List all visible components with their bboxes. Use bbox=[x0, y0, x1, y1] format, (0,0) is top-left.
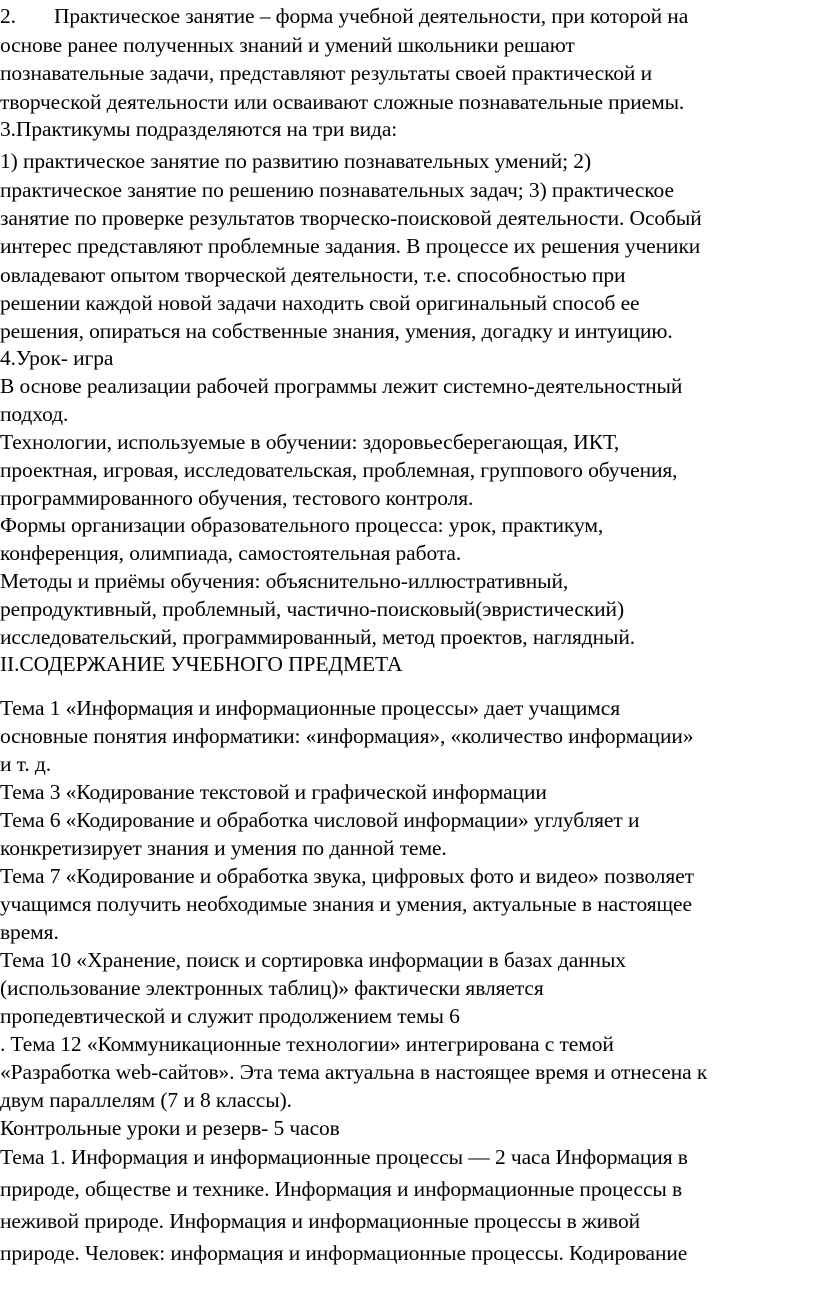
text-line: двум параллелям (7 и 8 классы). bbox=[0, 1088, 292, 1112]
text-line: Методы и приёмы обучения: объяснительно-иллюстративный, bbox=[0, 569, 569, 593]
text-line: конференция, олимпиада, самостоятельная работа. bbox=[0, 541, 462, 565]
text-line: неживой природе. Информация и информационные процессы в живой bbox=[0, 1209, 641, 1233]
text-line: занятие по проверке результатов творческо-поисковой деятельности. Особый bbox=[0, 206, 702, 230]
text-line: программированного обучения, тестового контроля. bbox=[0, 486, 474, 510]
section-heading: II.СОДЕРЖАНИЕ УЧЕБНОГО ПРЕДМЕТА bbox=[0, 652, 403, 676]
text-line: Тема 10 «Хранение, поиск и сортировка информации в базах данных bbox=[0, 948, 626, 972]
text-line: Тема 3 «Кодирование текстовой и графической информации bbox=[0, 780, 547, 804]
text-line: (использование электронных таблиц)» фактически является bbox=[0, 976, 544, 1000]
list-number: 2. bbox=[0, 4, 16, 28]
text-line: «Разработка web-сайтов». Эта тема актуальна в настоящее время и отнесена к bbox=[0, 1060, 708, 1084]
text-line: Тема 7 «Кодирование и обработка звука, цифровых фото и видео» позволяет bbox=[0, 864, 694, 888]
text-line: Тема 1. Информация и информационные процессы — 2 часа Информация в bbox=[0, 1145, 688, 1169]
text-line: подход. bbox=[0, 402, 69, 426]
text-line: В основе реализации рабочей программы лежит системно-деятельностный bbox=[0, 374, 683, 398]
text-line: интерес представляют проблемные задания. В процессе их решения ученики bbox=[0, 234, 701, 258]
text-line: 1) практическое занятие по развитию познавательных умений; 2) bbox=[0, 149, 592, 173]
text-line: пропедевтической и служит продолжением темы 6 bbox=[0, 1004, 460, 1028]
text-line: решении каждой новой задачи находить свой оригинальный способ ее bbox=[0, 291, 640, 315]
text-line: решения, опираться на собственные знания, умения, догадку и интуицию. bbox=[0, 319, 673, 343]
text-line: и т. д. bbox=[0, 752, 52, 776]
text-line: время. bbox=[0, 920, 59, 944]
text-line: учащимся получить необходимые знания и умения, актуальные в настоящее bbox=[0, 892, 692, 916]
text-line: Технологии, используемые в обучении: здоровьесберегающая, ИКТ, bbox=[0, 430, 620, 454]
text-line: проектная, игровая, исследовательская, проблемная, группового обучения, bbox=[0, 458, 678, 482]
text-line: . Тема 12 «Коммуникационные технологии» интегрирована с темой bbox=[0, 1032, 614, 1056]
text-line: Формы организации образовательного процесса: урок, практикум, bbox=[0, 513, 604, 537]
text-line: исследовательский, программированный, метод проектов, наглядный. bbox=[0, 625, 636, 649]
text-line: репродуктивный, проблемный, частично-поисковый(эвристический) bbox=[0, 597, 625, 621]
text-line: Тема 6 «Кодирование и обработка числовой информации» углубляет и bbox=[0, 808, 640, 832]
text-line: 4.Урок- игра bbox=[0, 346, 114, 370]
text-line: овладевают опытом творческой деятельности, т.е. способностью при bbox=[0, 263, 626, 287]
text-line: Тема 1 «Информация и информационные процессы» дает учащимся bbox=[0, 696, 621, 720]
text-line: конкретизирует знания и умения по данной теме. bbox=[0, 836, 447, 860]
text-line: творческой деятельности или осваивают сложные познавательные приемы. bbox=[0, 90, 685, 114]
text-line: познавательные задачи, представляют результаты своей практической и bbox=[0, 61, 653, 85]
text-line: практическое занятие по решению познавательных задач; 3) практическое bbox=[0, 178, 674, 202]
text-line: 3.Практикумы подразделяются на три вида: bbox=[0, 117, 398, 141]
line-text: Практическое занятие – форма учебной деятельности, при которой на bbox=[53, 4, 689, 28]
text-line: природе. Человек: информация и информационные процессы. Кодирование bbox=[0, 1241, 688, 1265]
text-line bbox=[0, 6, 688, 28]
text-line: основные понятия информатики: «информация», «количество информации» bbox=[0, 724, 694, 748]
text-line: основе ранее полученных знаний и умений школьники решают bbox=[0, 33, 575, 57]
text-line: природе, обществе и технике. Информация и информационные процессы в bbox=[0, 1177, 683, 1201]
text-line: Контрольные уроки и резерв- 5 часов bbox=[0, 1116, 340, 1140]
